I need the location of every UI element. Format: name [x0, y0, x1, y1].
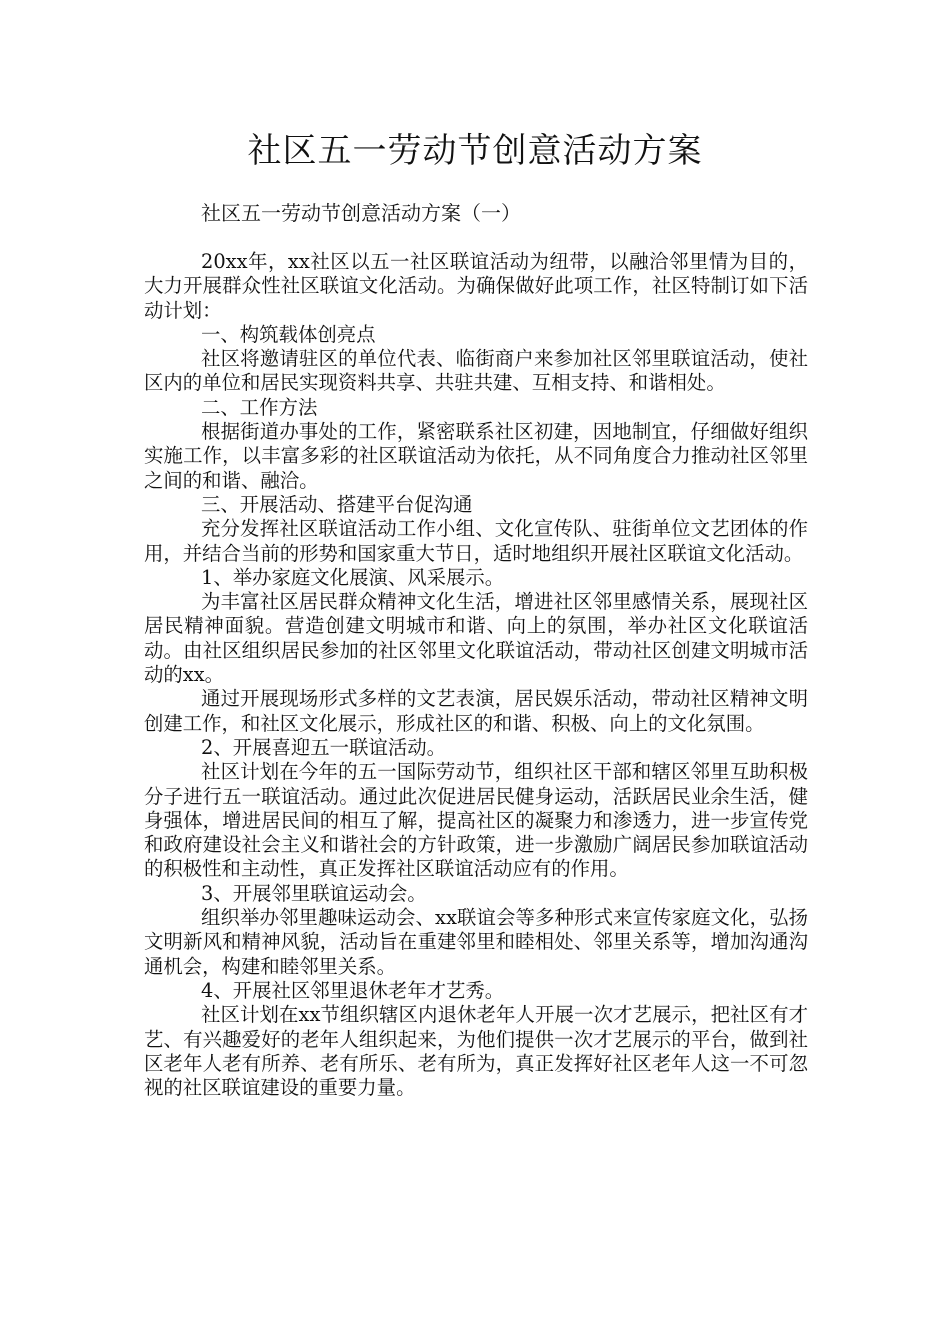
- paragraph: 组织举办邻里趣味运动会、xx联谊会等多种形式来宣传家庭文化，弘扬文明新风和精神风貌，活动旨在重建邻里和睦相处、邻里关系等，增加沟通沟通机会，构建和睦邻里关系。: [144, 906, 808, 978]
- section-heading-1: 一、构筑载体创亮点: [201, 322, 376, 346]
- paragraph: 通过开展现场形式多样的文艺表演，居民娱乐活动，带动社区精神文明创建工作，和社区文化展示，形成社区的和谐、积极、向上的文化氛围。: [144, 687, 808, 735]
- subsection-heading-1: 1、举办家庭文化展演、风采展示。: [201, 565, 505, 589]
- paragraph: 根据街道办事处的工作，紧密联系社区初建，因地制宜，仔细做好组织实施工作，以丰富多彩的社区联谊活动为依托，从不同角度合力推动社区邻里之间的和谐、融洽。: [144, 420, 808, 492]
- subsection-heading-2: 2、开展喜迎五一联谊活动。: [201, 735, 447, 759]
- paragraph: 为丰富社区居民群众精神文化生活，增进社区邻里感情关系，展现社区居民精神面貌。营造创建文明城市和谐、向上的氛围，举办社区文化联谊活动。由社区组织居民参加的社区邻里文化联谊活动，带动社区创建文明城市活动的xx。: [144, 590, 808, 687]
- subsection-heading-4: 4、开展社区邻里退休老年才艺秀。: [201, 978, 505, 1002]
- document-title: 社区五一劳动节创意活动方案: [247, 131, 703, 171]
- paragraph: 社区将邀请驻区的单位代表、临街商户来参加社区邻里联谊活动，使社区内的单位和居民实现资料共享、共驻共建、互相支持、和谐相处。: [144, 347, 808, 395]
- paragraph-intro: 20xx年，xx社区以五一社区联谊活动为纽带，以融洽邻里情为目的，大力开展群众性社区联谊文化活动。为确保做好此项工作，社区特制订如下活动计划：: [144, 250, 808, 322]
- document-body: [144, 250, 808, 1100]
- document-subtitle: 社区五一劳动节创意活动方案（一）: [201, 201, 521, 225]
- paragraph: 社区计划在xx节组织辖区内退休老年人开展一次才艺展示，把社区有才艺、有兴趣爱好的老年人组织起来，为他们提供一次才艺展示的平台，做到社区老年人老有所养、老有所乐、老有所为，真正发挥好社区老年人这一不可忽视的社区联谊建设的重要力量。: [144, 1003, 808, 1100]
- section-heading-3: 三、开展活动、搭建平台促沟通: [201, 492, 473, 516]
- subsection-heading-3: 3、开展邻里联谊运动会。: [201, 881, 427, 905]
- section-heading-2: 二、工作方法: [201, 395, 318, 419]
- paragraph: 充分发挥社区联谊活动工作小组、文化宣传队、驻街单位文艺团体的作用，并结合当前的形势和国家重大节日，适时地组织开展社区联谊文化活动。: [144, 517, 808, 565]
- paragraph: 社区计划在今年的五一国际劳动节，组织社区干部和辖区邻里互助积极分子进行五一联谊活动。通过此次促进居民健身运动，活跃居民业余生活，健身强体，增进居民间的相互了解，提高社区的凝聚力和渗透力，进一步宣传党和政府建设社会主义和谐社会的方针政策，进一步激励广阔居民参加联谊活动的积极性和主动性，真正发挥社区联谊活动应有的作用。: [144, 760, 808, 881]
